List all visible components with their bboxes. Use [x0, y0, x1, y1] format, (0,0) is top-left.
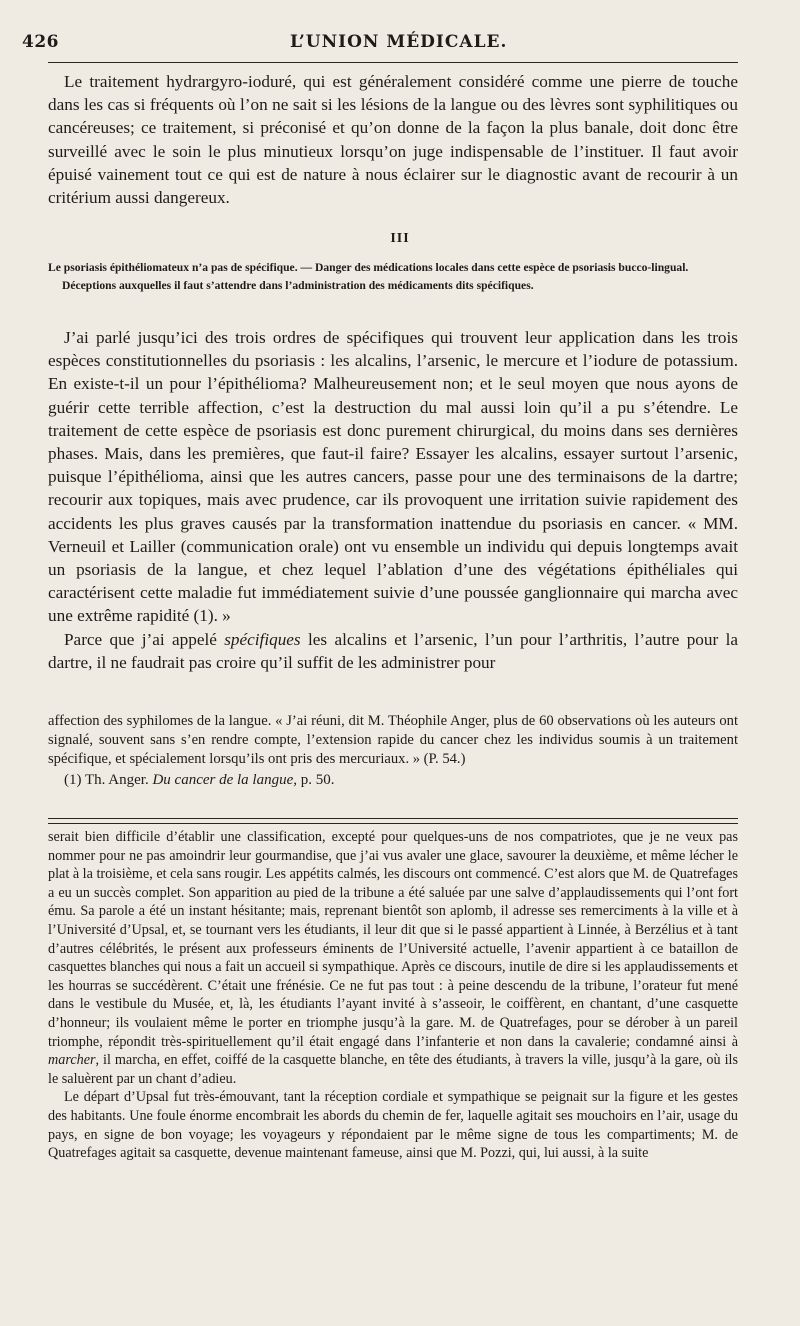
- paragraph-2: J’ai parlé jusqu’ici des trois ordres de spécifiques qui trouvent leur application dans les trois espèces constitutionnelles du psoriasis : les alcalins, l’arsenic, le mercure et l’iodure de potassium. En existe-t-il un pour l’épithélioma? Malheureusement non; et le seul moyen que nous ayons de guérir cette terrible affection, c’est la destruction du mal aussi loin qu’il a pu s’étendre. Le traitement de cette espèce de psoriasis est donc purement chirurgical, du moins dans ses dernières phases. Mais, dans les premières, que faut-il faire? Essayer les alcalins, essayer surtout l’arsenic, puisque l’épithélioma, ainsi que les autres cancers, passe pour une des terminaisons de la dartre; recourir aux topiques, mais avec prudence, car ils provoquent une irritation suivie rapidement des accidents les plus graves causés par la transformation inattendue du psoriasis en cancer. « MM. Verneuil et Lailler (communication orale) ont vu ensemble un individu qui depuis longtemps avait un psoriasis de la langue, et chez lequel l’ablation d’une des végétations épithéliales qui caractérisent cette maladie fut immédiatement suivie d’une poussée ganglionnaire qui marcha avec une extrême rapidité (1). »: [48, 328, 738, 626]
- paragraph-3-start: Parce que j’ai appelé: [64, 629, 225, 649]
- paragraph-3: [48, 628, 738, 674]
- header-rule: [48, 62, 738, 63]
- footnote-1-end: , p. 50.: [293, 772, 335, 789]
- summary-line-2: Déceptions auxquelles il faut s’attendre dans l’administration des médicaments dits spécifiques.: [62, 279, 534, 292]
- feuilleton-paragraph-1-end: , il marcha, en effet, coiffé de la casquette blanche, en tête des étudiants, à travers la ville, jusqu’à la gare, où ils le saluèrent par un chant d’adieu.: [48, 1052, 738, 1087]
- feuilleton-paragraph-1: [48, 828, 738, 1088]
- main-text-body: [48, 326, 738, 674]
- paragraph-1: Le traitement hydrargyro-ioduré, qui est généralement considéré comme une pierre de touche dans les cas si fréquents où l’on ne sait si les lésions de la langue ou des lèvres sont syphilitiques ou cancéreuses; ce traitement, si préconisé et qu’on donne de la façon la plus banale, doit donc être surveillé avec le soin le plus minutieux lorsqu’on juge indispensable de l’instituer. Il faut avoir épuisé vainement tout ce qui est de nature à nous éclairer sur le diagnostic avant de recourir à un critérium aussi dangereux.: [48, 72, 738, 208]
- feuilleton-text: [48, 828, 738, 1163]
- running-title: L’UNION MÉDICALE.: [290, 32, 508, 52]
- paragraph-3-end: les alcalins et l’arsenic, l’un pour l’arthritis, l’autre pour la dartre, il ne faudrait pas croire qu’il suffit de les administrer pour: [48, 629, 738, 672]
- footnotes: [48, 712, 738, 790]
- feuilleton-paragraph-2: Le départ d’Upsal fut très-émouvant, tant la réception cordiale et sympathique se peignait sur la figure et les gestes des habitants. Une foule énorme encombrait les abords du chemin de fer, laquelle agitait ses mouchoirs en l’air, usage du pays, en signe de bon voyage; les voyageurs y répondaient par le même signe de tous les compartiments; M. de Quatrefages agitait sa casquette, devenue maintenant fameuse, ainsi que M. Pozzi, qui, lui aussi, à la suite: [48, 1089, 738, 1162]
- page-header: [0, 0, 800, 60]
- paragraph-3-italic: spécifiques: [224, 629, 301, 649]
- page-number: 426: [22, 32, 59, 52]
- footnote-continuation: affection des syphilomes de la langue. « J’ai réuni, dit M. Théophile Anger, plus de 60 observations où les auteurs ont signalé, souvent sans s’en rendre compte, l’extension rapide du cancer chez les individus soumis à un traitement spécifique, et spécialement lorsqu’ils ont pris des mercuriaux. » (P. 54.): [48, 713, 738, 767]
- feuilleton-paragraph-1-italic: marcher: [48, 1052, 96, 1069]
- feuilleton-rule-bottom: [48, 823, 738, 824]
- summary-line-1: Le psoriasis épithéliomateux n’a pas de spécifique. — Danger des médications locales dans cette espèce de psoriasis bucco-lingual.: [48, 261, 689, 274]
- section-summary: [48, 260, 738, 294]
- feuilleton-rule-top: [48, 818, 738, 819]
- main-text-top: [48, 70, 738, 209]
- footnote-1: [48, 770, 738, 790]
- footnote-1-italic: Du cancer de la langue: [152, 772, 294, 789]
- feuilleton-paragraph-1-start: serait bien difficile d’établir une classification, excepté pour quelques-uns de nos compatriotes, que je ne veux pas nommer pour ne pas amoindrir leur gourmandise, que j’ai vus avaler une glace, savourer la deuxième, et même lécher le plat à la troisième, et cela sans rougir. Les appétits calmés, les discours ont commencé. C’est alors que M. de Quatrefages a eu un succès complet. Son apparition au pied de la tribune a été saluée par une salve d’applaudissements qui l’ont fort ému. Sa parole a été un instant hésitante; mais, reprenant bientôt son aplomb, il adresse ses remerciments à la ville et à l’Université d’Upsal, et, se tournant vers les étudiants, il leur dit que si le passé appartient à Linnée, à Berzélius et à tant d’autres célébrités, le présent aux professeurs éminents de l’Université actuelle, l’avenir appartient à ce bataillon de casquettes blanches qui nous a fait un accueil si sympathique. Après ce discours, inutile de dire si les applaudissements et les hourras se succédèrent. C’était une frénésie. Ce ne fut pas tout : à peine descendu de la tribune, l’orateur fut mené dans le vestibule du Musée, et, là, les étudiants l’ayant invité à s’asseoir, le coiffèrent, en chantant, d’une casquette d’honneur; ils voulaient même le porter en triomphe jusqu’à la gare. M. de Quatrefages, pour se dérober à un pareil triomphe, répondit très-spirituellement qu’il était engagé dans l’infanterie et non dans la cavalerie; condamné ainsi à: [48, 829, 738, 1050]
- footnote-1-start: (1) Th. Anger.: [64, 772, 153, 789]
- section-numeral: III: [390, 231, 410, 246]
